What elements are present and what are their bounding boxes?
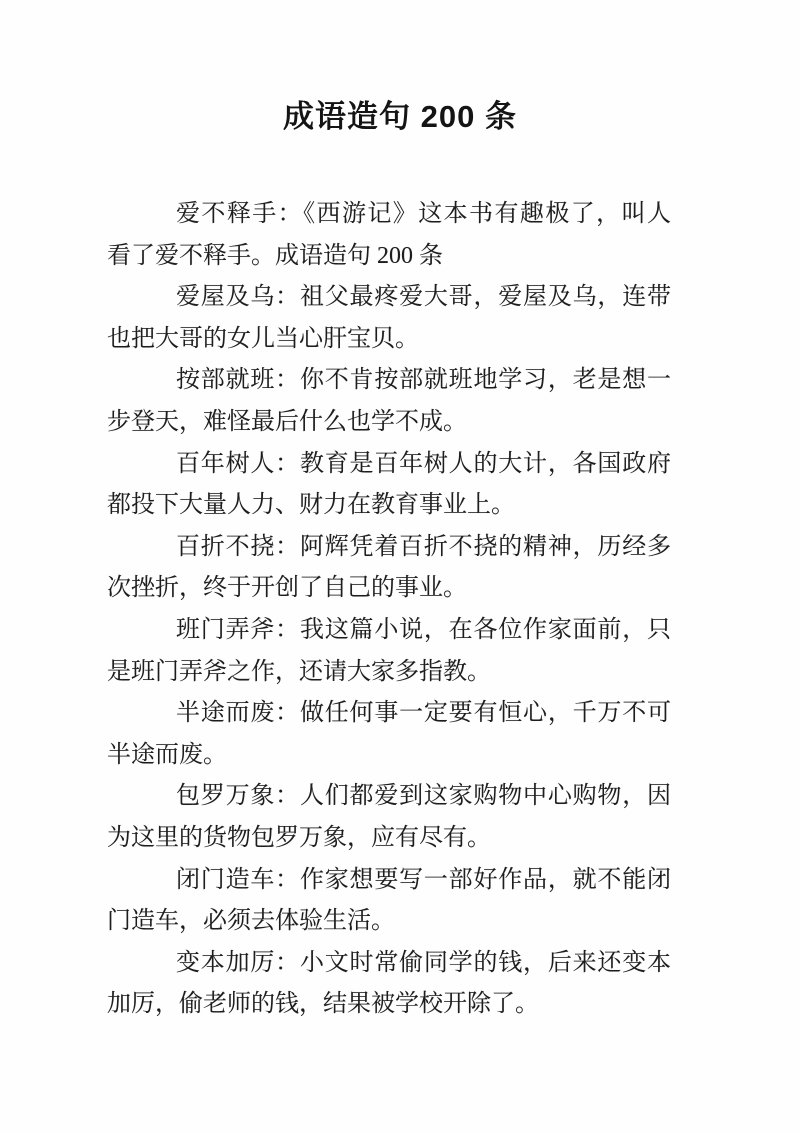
- paragraph: [107, 444, 671, 527]
- paragraph-first-line: 按部就班：你不肯按部就班地学习，老是想一: [176, 367, 671, 394]
- paragraph-last-line: 加厉，偷老师的钱，结果被学校开除了。: [107, 991, 539, 1018]
- paragraph: [107, 693, 671, 776]
- paragraph-first-line: 半途而废：做任何事一定要有恒心，千万不可: [176, 700, 671, 727]
- paragraph-last-line: 都投下大量人力、财力在教育事业上。: [107, 492, 515, 519]
- paragraph-last-line: 也把大哥的女儿当心肝宝贝。: [107, 325, 419, 352]
- paragraph: [107, 610, 671, 693]
- paragraph: [107, 776, 671, 859]
- paragraph-last-line: 步登天，难怪最后什么也学不成。: [107, 408, 467, 435]
- paragraph-first-line: 爱不释手：《西游记》这本书有趣极了，叫人: [176, 201, 671, 227]
- paragraph-last-line: 次挫折，终于开创了自己的事业。: [107, 575, 467, 602]
- paragraph: [107, 860, 671, 943]
- paragraph-first-line: 爱屋及乌：祖父最疼爱大哥，爱屋及乌，连带: [176, 284, 671, 311]
- document-title: 成语造句 200 条: [283, 99, 517, 134]
- paragraph: [107, 527, 671, 610]
- paragraph: [107, 943, 671, 1026]
- paragraph-last-line: 看了爱不释手。成语造句 200 条: [107, 242, 443, 269]
- paragraph-last-line: 半途而废。: [107, 741, 227, 768]
- paragraph-last-line: 是班门弄斧之作，还请大家多指教。: [107, 658, 491, 685]
- paragraph-first-line: 变本加厉：小文时常偷同学的钱，后来还变本: [176, 949, 671, 976]
- document-body: [107, 194, 671, 1026]
- paragraph-first-line: 闭门造车：作家想要写一部好作品，就不能闭: [176, 866, 671, 893]
- paragraph-first-line: 百年树人：教育是百年树人的大计，各国政府: [176, 450, 671, 477]
- paragraph-first-line: 百折不挠：阿辉凭着百折不挠的精神，历经多: [176, 533, 671, 560]
- paragraph-last-line: 为这里的货物包罗万象，应有尽有。: [107, 824, 491, 851]
- paragraph: [107, 277, 671, 360]
- paragraph-last-line: 门造车，必须去体验生活。: [107, 908, 395, 935]
- paragraph: [107, 194, 671, 277]
- paragraph-first-line: 包罗万象：人们都爱到这家购物中心购物，因: [176, 783, 671, 810]
- paragraph: [107, 360, 671, 443]
- paragraph-first-line: 班门弄斧：我这篇小说，在各位作家面前，只: [176, 616, 671, 643]
